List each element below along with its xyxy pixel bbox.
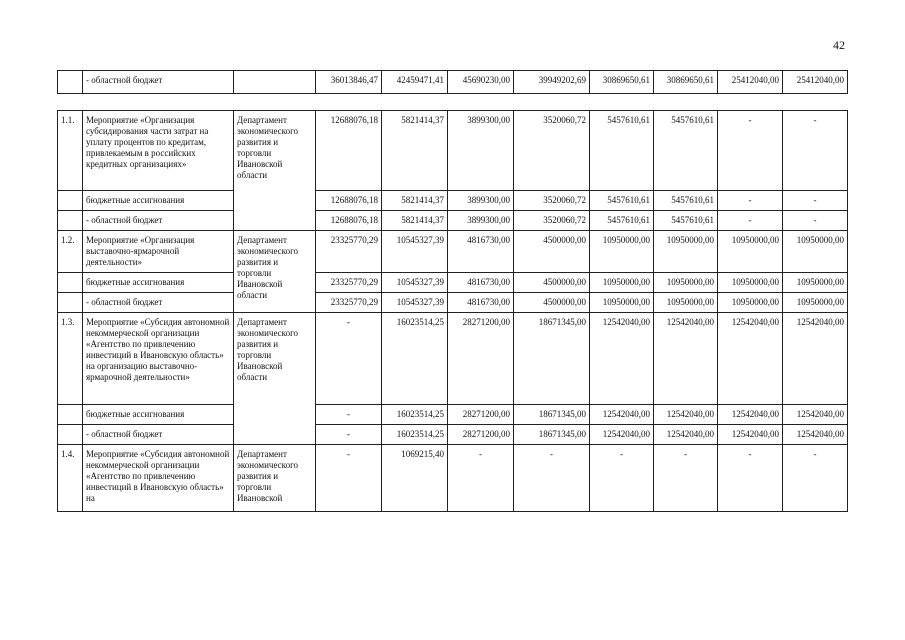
table-row [58,71,848,94]
value-cell: 4816730,00 [448,231,514,273]
value-cell: 12542040,00 [783,405,848,425]
row-label: бюджетные ассигнования [83,273,234,293]
value-cell: 3899300,00 [448,211,514,231]
value-cell: 10950000,00 [718,231,783,273]
value-cell: 25412040,00 [783,71,848,94]
value-cell: 10950000,00 [783,273,848,293]
row-index [58,273,83,293]
value-cell: 12688076,18 [316,111,382,191]
value-cell: 12542040,00 [654,425,718,445]
value-cell: 42459471,41 [382,71,448,94]
row-index [58,405,83,425]
value-cell: 30869650,61 [654,71,718,94]
row-index: 1.4. [58,445,83,512]
row-label: Мероприятие «Организация субсидирования части затрат на уплату процентов по кредитам, привлекаемым в российских кредитных организациях» [83,111,234,191]
value-cell: 10950000,00 [654,273,718,293]
row-label: - областной бюджет [83,293,234,313]
executor-cell: Департамент экономического развития и торговли Ивановской [234,445,316,512]
value-cell: 4500000,00 [514,231,590,273]
value-cell: 10950000,00 [718,273,783,293]
row-index: 1.2. [58,231,83,273]
row-label: - областной бюджет [83,425,234,445]
value-cell: 10950000,00 [783,293,848,313]
value-cell: 45690230,00 [448,71,514,94]
value-cell: 5821414,37 [382,111,448,191]
value-cell: 10950000,00 [654,231,718,273]
row-index [58,191,83,211]
row-index: 1.3. [58,313,83,405]
value-cell: 23325770,29 [316,231,382,273]
value-cell: 16023514,25 [382,425,448,445]
row-label: бюджетные ассигнования [83,405,234,425]
value-cell: 5457610,61 [654,191,718,211]
value-cell: 25412040,00 [718,71,783,94]
value-cell: 3899300,00 [448,191,514,211]
value-cell: - [316,313,382,405]
value-cell: - [654,445,718,512]
value-cell: 4500000,00 [514,293,590,313]
value-cell: - [590,445,654,512]
value-cell: - [316,405,382,425]
value-cell: 28271200,00 [448,313,514,405]
value-cell: 10545327,39 [382,293,448,313]
value-cell: 23325770,29 [316,293,382,313]
value-cell: 10950000,00 [718,293,783,313]
value-cell: 10950000,00 [590,231,654,273]
value-cell: 3520060,72 [514,211,590,231]
table-separator [58,94,848,111]
executor-cell [234,71,316,94]
value-cell: 4816730,00 [448,293,514,313]
separator-cell [58,94,848,111]
value-cell: 10950000,00 [590,293,654,313]
value-cell: 12542040,00 [783,425,848,445]
value-cell: - [718,191,783,211]
value-cell: 12542040,00 [718,405,783,425]
value-cell: 30869650,61 [590,71,654,94]
value-cell: - [718,211,783,231]
value-cell: 5821414,37 [382,211,448,231]
table-row [58,445,848,512]
value-cell: 12542040,00 [654,405,718,425]
value-cell: 28271200,00 [448,425,514,445]
table-row [58,111,848,191]
value-cell: 3520060,72 [514,191,590,211]
table-row [58,191,848,211]
value-cell: 28271200,00 [448,405,514,425]
table-row [58,293,848,313]
value-cell: 4816730,00 [448,273,514,293]
value-cell: - [514,445,590,512]
table-row [58,273,848,293]
value-cell: 5457610,61 [590,191,654,211]
table-row [58,313,848,405]
value-cell: 10950000,00 [590,273,654,293]
value-cell: - [783,211,848,231]
value-cell: - [718,111,783,191]
value-cell: 10545327,39 [382,273,448,293]
row-label: Мероприятие «Организация выставочно-ярмарочной деятельности» [83,231,234,273]
value-cell: 12688076,18 [316,191,382,211]
executor-cell: Департамент экономического развития и торговли Ивановской области [234,313,316,445]
value-cell: 3520060,72 [514,111,590,191]
value-cell: 12542040,00 [718,313,783,405]
table-row [58,211,848,231]
row-index [58,211,83,231]
row-label: Мероприятие «Субсидия автономной некоммерческой организации «Агентство по привлечению инвестиций в Ивановскую область» на организацию выставочно-ярмарочной деятельности» [83,313,234,405]
value-cell: 10545327,39 [382,231,448,273]
value-cell: 12542040,00 [654,313,718,405]
value-cell: 1069215,40 [382,445,448,512]
value-cell: 5821414,37 [382,191,448,211]
value-cell: 10950000,00 [783,231,848,273]
row-index [58,71,83,94]
value-cell: - [783,445,848,512]
table-row [58,425,848,445]
page-number: 42 [833,38,845,52]
budget-table [57,70,848,512]
row-index: 1.1. [58,111,83,191]
value-cell: 16023514,25 [382,405,448,425]
value-cell: 10950000,00 [654,293,718,313]
executor-cell: Департамент экономического развития и торговли Ивановской области [234,231,316,313]
value-cell: - [448,445,514,512]
value-cell: 5457610,61 [654,111,718,191]
value-cell: 5457610,61 [590,211,654,231]
value-cell: 39949202,69 [514,71,590,94]
value-cell: - [783,111,848,191]
value-cell: - [316,445,382,512]
value-cell: 5457610,61 [590,111,654,191]
value-cell: 12542040,00 [590,313,654,405]
row-label: - областной бюджет [83,71,234,94]
value-cell: 4500000,00 [514,273,590,293]
table-row [58,405,848,425]
value-cell: - [783,191,848,211]
value-cell: 18671345,00 [514,405,590,425]
value-cell: 3899300,00 [448,111,514,191]
value-cell: 36013846,47 [316,71,382,94]
value-cell: - [718,445,783,512]
executor-cell: Департамент экономического развития и торговли Ивановской области [234,111,316,231]
value-cell: 12542040,00 [590,425,654,445]
row-label: - областной бюджет [83,211,234,231]
row-index [58,293,83,313]
value-cell: - [316,425,382,445]
row-label: Мероприятие «Субсидия автономной некоммерческой организации «Агентство по привлечению инвестиций в Ивановскую область» на [83,445,234,512]
value-cell: 18671345,00 [514,313,590,405]
value-cell: 12688076,18 [316,211,382,231]
value-cell: 12542040,00 [783,313,848,405]
value-cell: 12542040,00 [590,405,654,425]
value-cell: 18671345,00 [514,425,590,445]
value-cell: 12542040,00 [718,425,783,445]
row-index [58,425,83,445]
value-cell: 16023514,25 [382,313,448,405]
row-label: бюджетные ассигнования [83,191,234,211]
table-row [58,231,848,273]
value-cell: 5457610,61 [654,211,718,231]
value-cell: 23325770,29 [316,273,382,293]
